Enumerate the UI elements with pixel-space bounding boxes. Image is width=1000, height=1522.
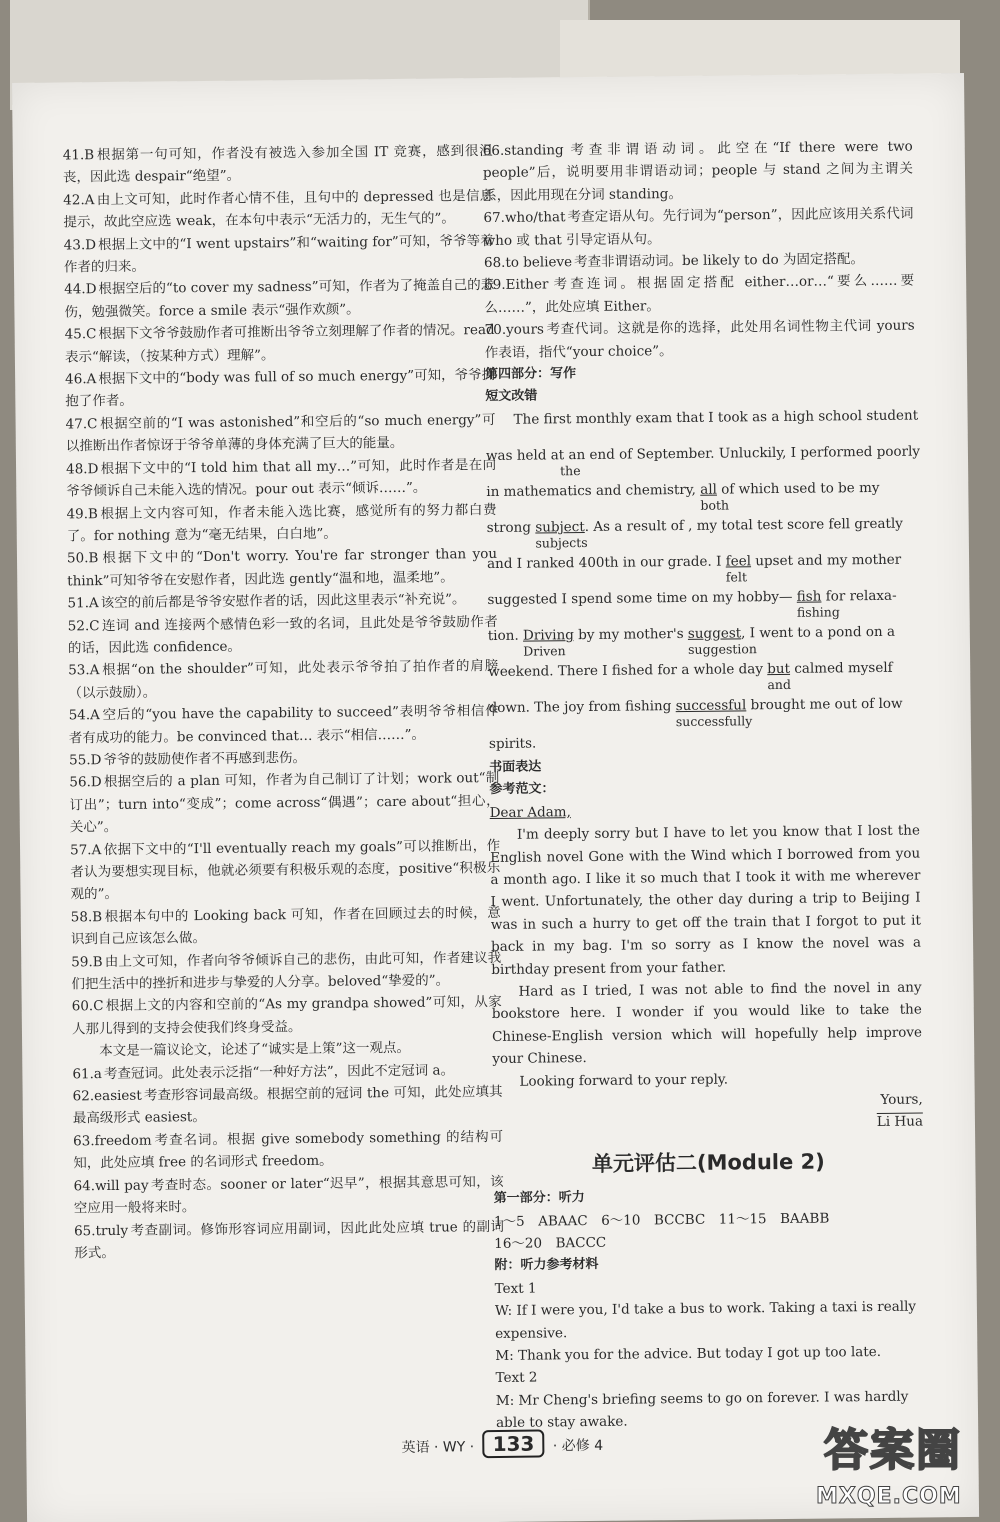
answer-number: 42.A xyxy=(63,191,95,209)
correction-error: but and xyxy=(767,658,790,681)
letter-paragraph: I'm deeply sorry but I have to let you know that I lost the English novel Gone with the Wind which I borrowed from you a month ago. I like it so much that I took it with me wherever I went. Unfortunately, the other day during a trip to Beijing I was in such a hurry to get off the train that I forgot to put it back in my bag. I'm so sorry as I know the novel was a birthday present from your father. xyxy=(490,822,922,978)
correction-text: spirits. xyxy=(488,735,537,752)
answer-explanation: 考查冠词。此处表示泛指“一种好方法”，因此不定冠词 a。 xyxy=(103,1062,455,1082)
letter-greeting: Dear Adam, xyxy=(489,803,571,821)
correction-text: tion. xyxy=(487,627,519,644)
dialogue-line: M: Mr Cheng's briefing seems to go on forever. I was hardly able to stay awake. xyxy=(495,1388,909,1432)
answer-item xyxy=(64,230,494,279)
answer-item xyxy=(485,315,915,364)
answer-item xyxy=(483,203,913,252)
letter-closing: Yours, xyxy=(880,1091,923,1108)
correction-text: was held at an end of September. Unluckily, I performed poorly the xyxy=(486,440,920,467)
correction-line xyxy=(487,548,917,589)
answer-explanation: 根据空后的 a plan 可知，作者为自己制订了计划；work out“制订出”；turn into“变成”；come across“偶遇”；care about“担心，关心”。 xyxy=(69,770,500,836)
answer-explanation: 依据下文中的“I'll eventually reach my goals”可以推断出，作者认为要想实现目标，他就必须要有积极乐观的态度，positive“积极乐观的”。 xyxy=(70,837,501,903)
answer-number: 45.C xyxy=(64,326,97,343)
answer-explanation: 考查时态。sooner or later“迟早”，根据其意思可知，该空应用一般将来时。 xyxy=(73,1173,504,1217)
correction-fix: the xyxy=(560,462,581,479)
answer-explanation: 根据下文爷爷鼓励作者可推断出爷爷立刻理解了作者的情况。read 表示“解读，（按某种方式）理解”。 xyxy=(64,322,495,366)
answer-number: 48.D xyxy=(65,460,99,478)
answer-explanation: 根据本句中的 Looking back 可知，作者在回顾过去的时候，意识到自己应该怎么做。 xyxy=(70,904,501,948)
correction-line xyxy=(488,620,918,661)
book-page xyxy=(12,73,979,1522)
correction-text: , I went to a pond on a xyxy=(741,623,896,642)
answer-item xyxy=(74,1215,504,1264)
answer-number: 53.A xyxy=(68,662,100,679)
correction-text: calmed myself xyxy=(794,659,893,677)
correction-fix: Driven xyxy=(523,643,566,659)
correction-error: suggest suggestion xyxy=(688,622,741,645)
answer-item xyxy=(73,1171,503,1220)
answer-item xyxy=(69,700,499,749)
answer-number: 60.C xyxy=(71,998,104,1015)
answer-item xyxy=(63,185,493,234)
answer-explanation: 考查形容词最高级。根据空前的冠词 the 可知，此处应填其最高级形式 easiest。 xyxy=(72,1083,503,1127)
correction-line xyxy=(485,440,921,481)
unit-title: 单元评估二(Module 2) xyxy=(591,1149,825,1176)
answer-item xyxy=(67,543,497,592)
correction-text: strong xyxy=(486,519,532,536)
correction-line xyxy=(488,656,918,697)
correction-text: . As a result of , my total test score fell greatly xyxy=(584,515,903,535)
listening-material-title: 附：听力参考材料 xyxy=(494,1257,599,1274)
footer-volume: · 必修 4 xyxy=(552,1437,604,1455)
answer-number: 58.B xyxy=(70,908,103,926)
answer-explanation: 考查代词。这就是你的选择，此处用名词性物主代词 yours 作表语，指代“your choice”。 xyxy=(484,317,915,361)
answer-number: 55.D xyxy=(69,752,102,769)
correction-line xyxy=(486,476,916,517)
footer-subject: 英语 · WY · xyxy=(401,1439,475,1456)
correction-line xyxy=(489,728,919,757)
answer-item xyxy=(64,274,494,323)
correction-text: weekend. There I fished for a whole day xyxy=(488,661,764,680)
letter-signature xyxy=(493,1088,923,1137)
answer-item xyxy=(73,1081,503,1130)
answer-explanation: 由上文可知，作者向爷爷倾诉自己的悲伤，由此可知，作者建议我们把生活中的挫折和进步与挚爱的人分享。beloved“挚爱的”。 xyxy=(71,949,502,993)
letter-name: Li Hua xyxy=(876,1113,924,1131)
answer-number: 51.A xyxy=(67,595,99,612)
correction-fix: fishing xyxy=(796,604,840,620)
answer-number: 41.B xyxy=(62,147,95,164)
answer-item xyxy=(69,767,500,839)
answer-explanation: 本文是一篇议论文，论述了“诚实是上策”这一观点。 xyxy=(99,1040,411,1060)
correction-text: in mathematics and chemistry, xyxy=(486,481,697,500)
answer-explanation: 考查非谓语动词。此空在“If there were two people”后，说明要用非谓语动词；people 与 stand 之间为主谓关系，因此用现在分词 standing。 xyxy=(482,138,914,204)
watermark-logo: 答案圈 xyxy=(824,1425,962,1476)
correction-error: subject subjects xyxy=(535,516,585,539)
answer-item xyxy=(484,270,914,319)
short-correction-title: 短文改错 xyxy=(485,388,538,405)
answer-explanation: 该空的前后都是爷爷安慰作者的话，因此这里表示“补充说”。 xyxy=(100,591,466,612)
model-essay-title: 参考范文： xyxy=(489,781,555,798)
correction-line xyxy=(487,512,917,553)
answer-item xyxy=(65,409,495,458)
answer-explanation: 考查定语从句。先行词为“person”，因此应该用关系代词 who 或 that 引导定语从句。 xyxy=(483,205,914,249)
answer-item xyxy=(68,610,498,659)
correction-text: upset and my mother xyxy=(755,551,902,570)
answer-explanation: 根据空后的“to cover my sadness”可知，作者为了掩盖自己的悲伤，勉强微笑。force a smile 表示“强作欢颜”。 xyxy=(64,277,495,321)
answer-number: 52.C xyxy=(67,617,100,634)
listening-answers: 16～20 BACCC xyxy=(494,1234,607,1252)
answer-item xyxy=(71,902,501,951)
answer-explanation: 连词 and 连接两个感情色彩一致的名词，且此处是爷爷鼓励作者的话，因此选 confidence。 xyxy=(67,613,498,657)
answer-item xyxy=(73,1126,503,1175)
answer-item xyxy=(72,991,502,1040)
answer-number: 68.to believe xyxy=(483,254,573,272)
answer-explanation: 根据第一句可知，作者没有被选入参加全国 IT 竞赛，感到很沮丧，因此选 despair“绝望”。 xyxy=(62,142,493,186)
correction-fix: felt xyxy=(725,569,748,585)
answer-item xyxy=(483,136,914,208)
correction-line xyxy=(488,692,918,733)
correction-fix: suggestion xyxy=(687,641,758,657)
answer-item xyxy=(70,835,501,907)
correction-text: and I ranked 400th in our grade. I xyxy=(487,553,722,572)
right-column xyxy=(483,136,927,1435)
answer-number: 44.D xyxy=(64,281,97,298)
answer-explanation: 爷爷的鼓励使作者不再感到悲伤。 xyxy=(103,749,306,769)
answer-explanation: 考查名词。根据 give somebody something 的结构可知，此处应填 free 的名词形式 freedom。 xyxy=(73,1128,504,1172)
answer-number: 50.B xyxy=(66,550,99,567)
correction-error: feel felt xyxy=(726,550,752,573)
correction-error: Driving Driven xyxy=(523,624,574,647)
answer-number: 70.yours xyxy=(484,321,545,339)
answer-explanation: 根据下文中的“Don't worry. You're far stronger than you think”可知爷爷在安慰作者，因此选 gently“温和地，温柔地”。 xyxy=(67,546,498,590)
answer-number: 43.D xyxy=(63,236,97,254)
text-label: Text 2 xyxy=(495,1369,538,1387)
correction-text: of which used to be my xyxy=(721,479,880,498)
answer-explanation: 由上文可知，此时作者心情不佳，且句中的 depressed 也是信息提示，故此空应选 weak，在本句中表示“无活力的，无生气的”。 xyxy=(63,187,494,231)
answer-explanation: 考查非谓语动词。be likely to do 为固定搭配。 xyxy=(574,251,865,271)
answer-list-right xyxy=(483,136,915,365)
correction-text: suggested I spend some time on my hobby— xyxy=(487,588,793,608)
answer-number: 49.B xyxy=(66,505,99,522)
page-number: 133 xyxy=(482,1429,544,1458)
answer-explanation: 根据下文中的“body was full of so much energy”可知，爷爷拥抱了作者。 xyxy=(65,367,496,410)
watermark-url: MXQE.COM xyxy=(816,1484,962,1509)
answer-number: 69.Either xyxy=(484,276,549,294)
answer-number: 54.A xyxy=(68,707,100,724)
correction-text: for relaxa- xyxy=(825,587,897,605)
answer-explanation: 根据“on the shoulder”可知，此处表示爷爷拍了拍作者的肩膀（以示鼓励）。 xyxy=(68,658,499,702)
answer-explanation: 空后的“you have the capability to succeed”表明爷爷相信作者有成功的能力。be convinced that… 表示“相信……”。 xyxy=(68,703,499,746)
answer-number: 47.C xyxy=(65,415,98,433)
left-column xyxy=(63,140,505,1265)
answer-number: 63.freedom xyxy=(73,1132,152,1150)
answer-number: 66.standing xyxy=(482,142,564,160)
answer-item xyxy=(65,364,495,413)
correction-fix: both xyxy=(700,497,730,513)
letter-paragraph: Hard as I tried, I was not able to find the novel in any bookstore here. I wonder if you would like to take the Chinese-English version which will hopefully help improve your Chinese. xyxy=(491,979,923,1068)
answer-item xyxy=(65,319,495,368)
correction-error: all both xyxy=(700,479,717,502)
correction-fix: and xyxy=(767,676,791,692)
correction-error: fish fishing xyxy=(797,585,822,608)
answer-explanation: 根据上文内容可知，作者未能入选比赛，感觉所有的努力都白费了。for nothing 意为“毫无结果，白白地”。 xyxy=(66,501,497,545)
answer-item xyxy=(66,498,496,547)
dialogue-line: M: Thank you for the advice. But today I got up too late. xyxy=(495,1343,882,1365)
correction-line xyxy=(513,404,919,444)
listening-answers: 1～5 ABAAC 6～10 BCCBC 11～15 BAABB xyxy=(493,1210,830,1230)
answer-item xyxy=(63,140,493,189)
answer-number: 64.will pay xyxy=(73,1177,149,1195)
answer-explanation: 考查副词。修饰形容词应用副词，因此此处应填 true 的副词形式。 xyxy=(74,1218,505,1262)
answer-number: 62.easiest xyxy=(72,1087,142,1105)
answer-explanation: 根据上文的内容和空前的“As my grandpa showed”可知，从家人那儿得到的支持会使我们终身受益。 xyxy=(71,994,502,1038)
model-letter xyxy=(490,797,923,1138)
correction-text: down. The joy from fishing xyxy=(488,697,672,716)
answer-item xyxy=(71,947,501,996)
answer-explanation: 根据下文中的“I told him that all my…”可知，此时作者是在向爷爷倾诉自己未能入选的情况。pour out 表示“倾诉……”。 xyxy=(66,456,497,500)
text-label: Text 1 xyxy=(494,1280,537,1297)
correction-text: brought me out of low xyxy=(750,695,903,714)
answer-number: 56.D xyxy=(69,774,102,791)
letter-paragraph: Looking forward to your reply. xyxy=(519,1071,729,1090)
answer-number: 61.a xyxy=(72,1065,103,1083)
dialogue-line: W: If I were you, I'd take a bus to work. Taking a taxi is really expensive. xyxy=(494,1298,917,1342)
answer-explanation: 根据空前的“I was astonished”和空后的“so much energy”可以推断出作者惊讶于爷爷单薄的身体充满了巨大的能量。 xyxy=(65,411,496,455)
answer-explanation: 考查连词。根据固定搭配 either…or…“要么……要么……”，此处应填 Either。 xyxy=(484,272,915,316)
correction-text: by my mother's xyxy=(578,625,684,643)
error-correction-passage xyxy=(485,404,919,756)
essay-title: 书面表达 xyxy=(489,759,542,775)
answer-explanation: 根据上文中的“I went upstairs”和“waiting for”可知，爷爷等着作者的归来。 xyxy=(63,232,494,276)
correction-line xyxy=(487,584,917,625)
correction-fix: subjects xyxy=(535,534,588,551)
answer-item xyxy=(68,655,498,704)
listening-section: 第一部分：听力 xyxy=(493,1190,585,1207)
correction-fix: successfully xyxy=(675,713,753,729)
answer-number: 46.A xyxy=(65,371,97,388)
correction-error: successful successfully xyxy=(676,694,747,717)
answer-number: 67.who/that xyxy=(483,209,566,227)
section-writing: 第四部分：写作 xyxy=(485,366,577,383)
correction-text: The first monthly exam that I took as a high school student xyxy=(513,407,919,428)
answer-item xyxy=(66,454,496,503)
answer-number: 57.A xyxy=(69,841,102,859)
answer-number: 65.truly xyxy=(73,1222,129,1239)
answer-number: 59.B xyxy=(71,953,103,971)
